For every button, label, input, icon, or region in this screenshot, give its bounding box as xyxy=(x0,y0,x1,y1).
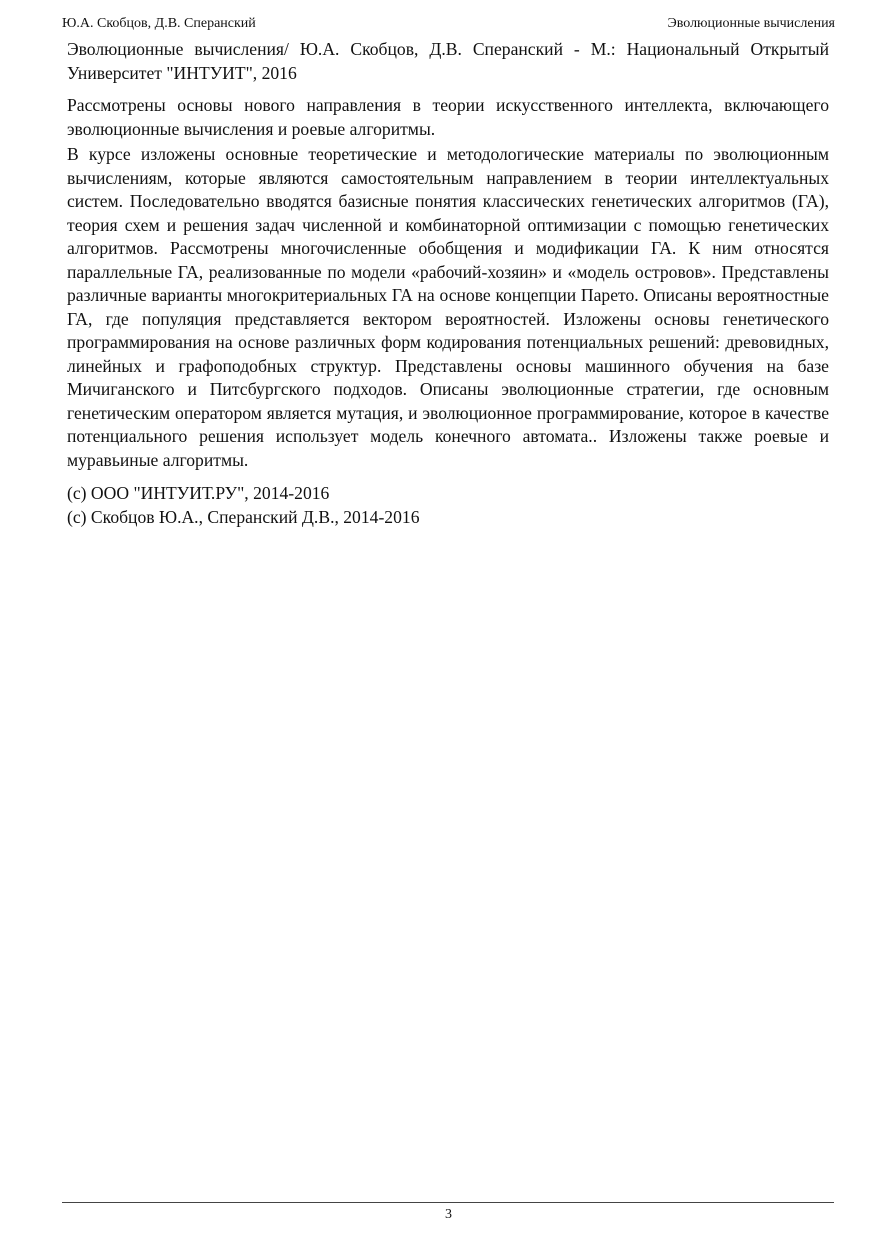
citation: Эволюционные вычисления/ Ю.А. Скобцов, Д.В. Сперанский - М.: Национальный Открытый Университет "ИНТУИТ", 2016 xyxy=(67,39,829,83)
abstract-paragraph: В курсе изложены основные теоретические и методологические материалы по эволюционным вычислениям, которые являются самостоятельным направлением в теории интеллектуальных систем. Последовательно вводятся базисные понятия классических генетических алгоритмов (ГА), теория схем и решения задач численной и комбинаторной оптимизации с помощью генетических алгоритмов. Рассмотрены многочисленные обобщения и модификации ГА. К ним относятся параллельные ГА, реализованные по модели «рабочий-хозяин» и «модель островов». Представлены различные варианты многокритериальных ГА на основе концепции Парето. Описаны вероятностные ГА, где популяция представляется вектором вероятностей. Изложены основы генетического программирования на основе различных форм кодирования потенциальных решений: древовидных, линейных и графоподобных структур. Представлены основы машинного обучения на базе Мичиганского и Питсбургского подходов. Описаны эволюционные стратегии, где основным генетическим оператором является мутация, и эволюционное программирование, которое в качестве потенциального решения использует модель конечного автомата.. Изложены также роевые и муравьиные алгоритмы. xyxy=(67,144,829,470)
header-course-title: Эволюционные вычисления xyxy=(667,16,835,31)
abstract-paragraph: Рассмотрены основы нового направления в теории искусственного интеллекта, включающего эволюционные вычисления и роевые алгоритмы. xyxy=(67,95,829,139)
running-header xyxy=(62,14,835,34)
page-content xyxy=(67,38,829,529)
header-authors: Ю.А. Скобцов, Д.В. Сперанский xyxy=(62,16,256,31)
footer-divider xyxy=(62,1202,834,1203)
copyright-line: (c) ООО "ИНТУИТ.РУ", 2014-2016 xyxy=(67,483,330,503)
page-number: 3 xyxy=(445,1207,452,1222)
copyright-line: (c) Скобцов Ю.А., Сперанский Д.В., 2014-2016 xyxy=(67,506,420,527)
